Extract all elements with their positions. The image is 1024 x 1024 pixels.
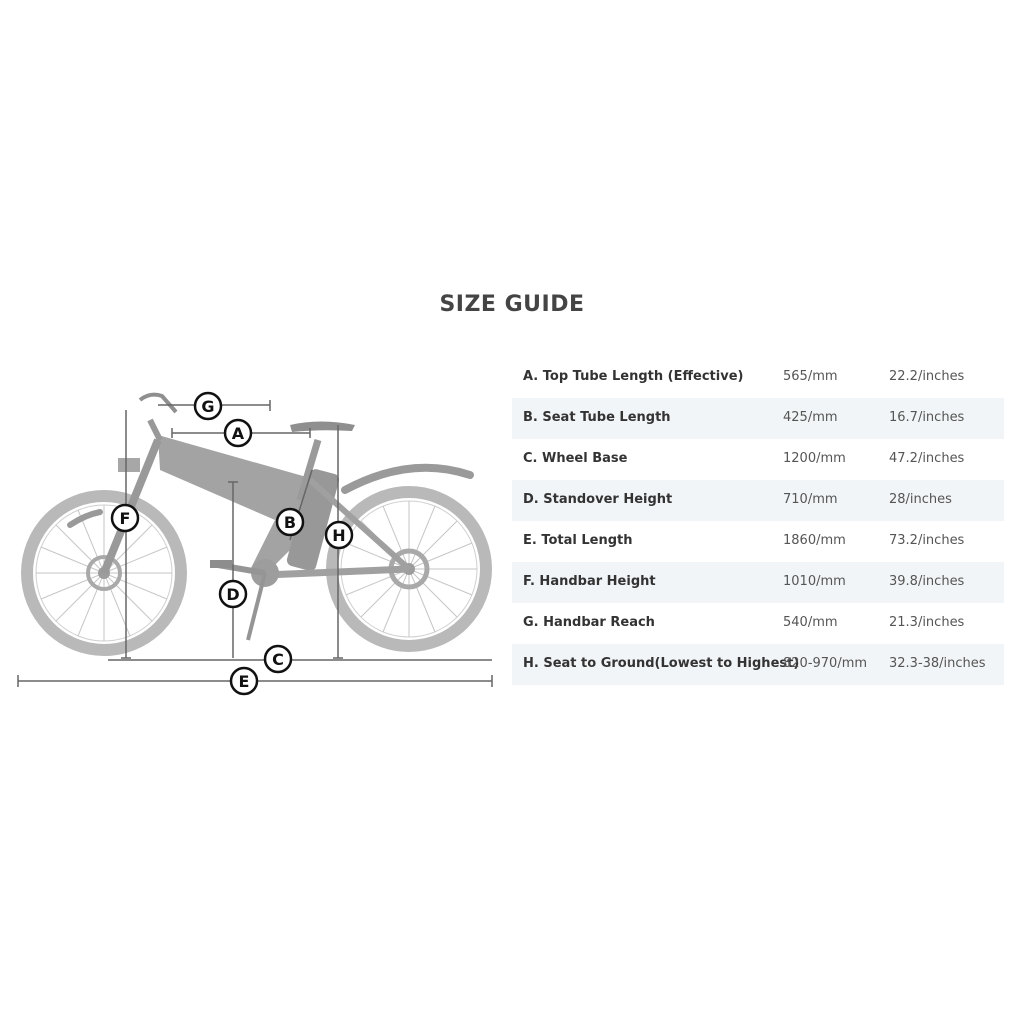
spec-inches: 21.3/inches bbox=[889, 615, 965, 630]
spec-row bbox=[512, 603, 1004, 644]
spec-inches: 16.7/inches bbox=[889, 410, 965, 425]
label-a bbox=[225, 420, 251, 446]
spec-inches: 22.2/inches bbox=[889, 369, 965, 384]
svg-text:D: D bbox=[226, 585, 240, 604]
spec-name: B. Seat Tube Length bbox=[523, 410, 671, 425]
spec-inches: 47.2/inches bbox=[889, 451, 965, 466]
spec-name: D. Standover Height bbox=[523, 492, 673, 507]
spec-row bbox=[512, 357, 1004, 398]
spec-inches: 73.2/inches bbox=[889, 533, 965, 548]
spec-row bbox=[512, 521, 1004, 562]
spec-mm: 540/mm bbox=[783, 615, 838, 630]
label-f bbox=[112, 505, 138, 531]
spec-inches: 32.3-38/inches bbox=[889, 656, 986, 671]
label-d bbox=[220, 581, 246, 607]
page-title: SIZE GUIDE bbox=[439, 292, 585, 317]
front-fender bbox=[70, 512, 100, 525]
spec-mm: 425/mm bbox=[783, 410, 838, 425]
spec-row bbox=[512, 644, 1004, 685]
svg-text:B: B bbox=[283, 513, 297, 532]
label-h bbox=[326, 522, 352, 548]
spec-mm: 1860/mm bbox=[783, 533, 846, 548]
spec-row bbox=[512, 398, 1004, 439]
svg-text:G: G bbox=[201, 397, 215, 416]
svg-text:E: E bbox=[238, 672, 250, 691]
svg-text:F: F bbox=[119, 509, 131, 528]
spec-mm: 565/mm bbox=[783, 369, 838, 384]
spec-mm: 1200/mm bbox=[783, 451, 846, 466]
label-c bbox=[265, 646, 291, 672]
svg-text:A: A bbox=[231, 424, 245, 443]
spec-row bbox=[512, 562, 1004, 603]
size-spec-table bbox=[512, 357, 1004, 685]
spec-name: E. Total Length bbox=[523, 533, 633, 548]
label-g bbox=[195, 393, 221, 419]
spec-row bbox=[512, 439, 1004, 480]
spec-name: H. Seat to Ground(Lowest to Highest) bbox=[523, 656, 800, 671]
spec-mm: 820-970/mm bbox=[783, 656, 868, 671]
label-b bbox=[277, 509, 303, 535]
bike-size-diagram bbox=[0, 370, 510, 710]
spec-mm: 710/mm bbox=[783, 492, 838, 507]
spec-name: F. Handbar Height bbox=[523, 574, 656, 589]
spec-name: A. Top Tube Length (Effective) bbox=[523, 369, 744, 384]
spec-mm: 1010/mm bbox=[783, 574, 846, 589]
spec-inches: 28/inches bbox=[889, 492, 952, 507]
spec-name: G. Handbar Reach bbox=[523, 615, 655, 630]
spec-name: C. Wheel Base bbox=[523, 451, 628, 466]
label-e bbox=[231, 668, 257, 694]
spec-row bbox=[512, 480, 1004, 521]
spec-inches: 39.8/inches bbox=[889, 574, 965, 589]
svg-text:H: H bbox=[332, 526, 346, 545]
svg-text:C: C bbox=[272, 650, 284, 669]
